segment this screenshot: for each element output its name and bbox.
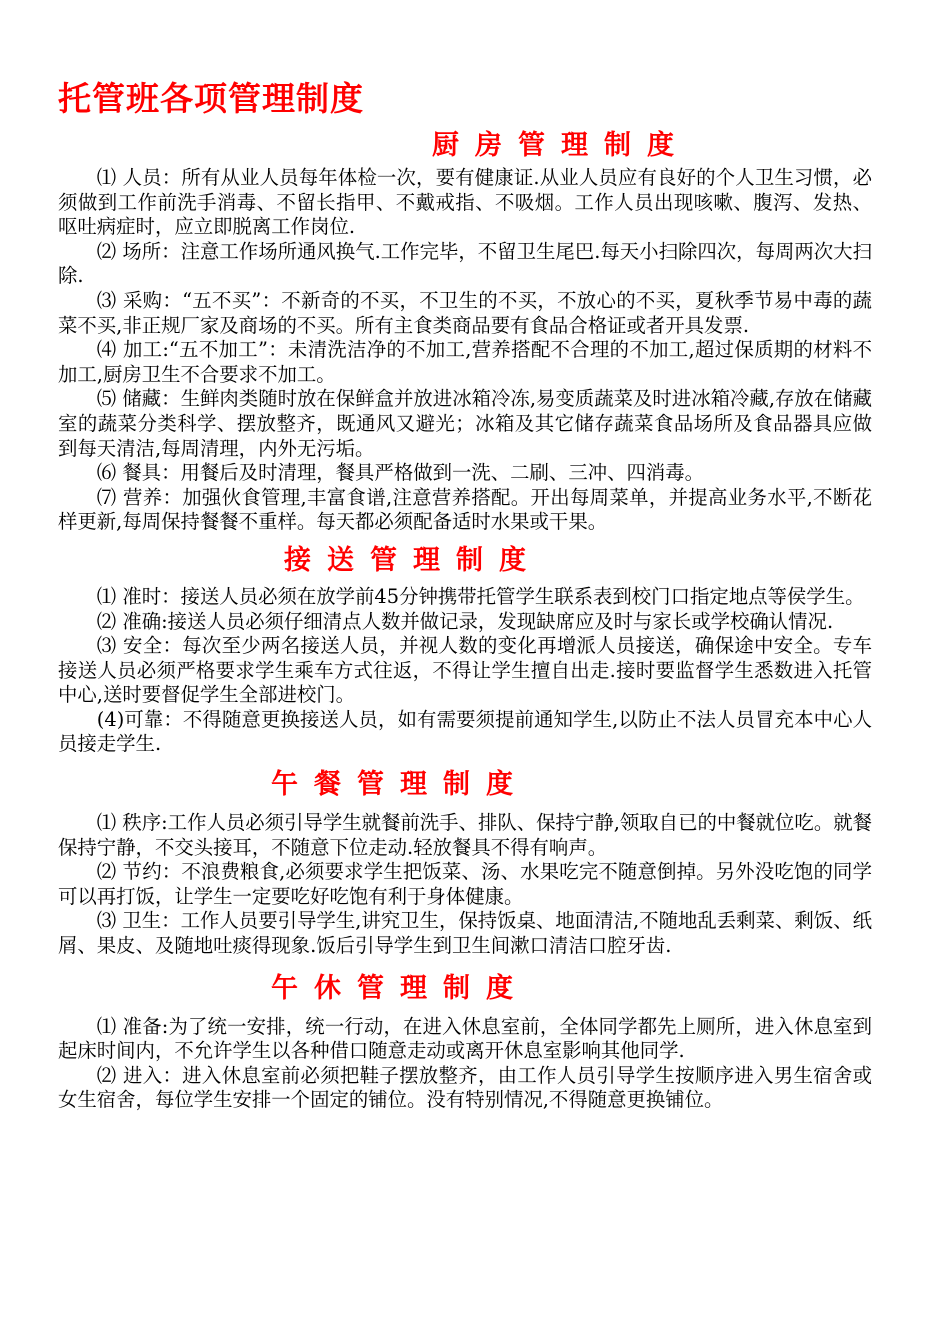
pickup-rule-3: ⑶ 安全：每次至少两名接送人员，并视人数的变化再增派人员接送，确保途中安全。专车接送人员必须严格要求学生乘车方式往返，不得让学生擅自出走.接时要监督学生悉数进入托管中心,送时要督促学生全部进校门。 — [58, 634, 872, 707]
kitchen-rule-3: ⑶ 采购：“五不买”：不新奇的不买，不卫生的不买，不放心的不买，夏秋季节易中毒的蔬菜不买,非正规厂家及商场的不买。所有主食类商品要有食品合格证或者开具发票. — [58, 288, 872, 337]
lunch-rule-1: ⑴ 秩序:工作人员必须引导学生就餐前洗手、排队、保持宁静,领取自已的中餐就位吃。就餐保持宁静，不交头接耳，不随意下位走动.轻放餐具不得有响声。 — [58, 811, 872, 859]
pickup-rule-2: ⑵ 准确:接送人员必须仔细清点人数并做记录，发现缺席应及时与家长或学校确认情况. — [96, 609, 834, 633]
section-heading-kitchen: 厨房管理制度 — [432, 130, 690, 161]
lunch-rule-3: ⑶ 卫生：工作人员要引导学生,讲究卫生，保持饭桌、地面清洁,不随地乱丢剩菜、剩饭、纸屑、果皮、及随地吐痰得现象.饭后引导学生到卫生间漱口清洁口腔牙齿. — [58, 909, 872, 958]
pickup-rule-1: ⑴ 准时：接送人员必须在放学前45分钟携带托管学生联系表到校门口指定地点等侯学生。 — [96, 584, 865, 608]
lunch-rule-2: ⑵ 节约：不浪费粮食,必须要求学生把饭菜、汤、水果吃完不随意倒掉。另外没吃饱的同学可以再打饭，让学生一定要吃好吃饱有利于身体健康。 — [58, 860, 872, 908]
kitchen-rule-7: ⑺ 营养：加强伙食管理,丰富食谱,注意营养搭配。开出每周菜单，并提高业务水平,不断花样更新,每周保持餐餐不重样。每天都必须配备适时水果或干果。 — [58, 485, 872, 534]
kitchen-rule-1: ⑴ 人员：所有从业人员每年体检一次，要有健康证.从业人员应有良好的个人卫生习惯，必须做到工作前洗手消毒、不留长指甲、不戴戒指、不吸烟。工作人员出现咳嗽、腹泻、发热、呕吐病症时，应立即脱离工作岗位. — [58, 166, 872, 239]
kitchen-rule-5: ⑸ 储藏：生鲜肉类随时放在保鲜盒并放进冰箱冷冻,易变质蔬菜及时进冰箱冷藏,存放在储藏室的蔬菜分类科学、摆放整齐，既通风又避光；冰箱及其它储存蔬菜食品场所及食品器具应做到每天清洁,每周清理，内外无污垢。 — [58, 387, 872, 460]
nap-rule-2: ⑵ 进入：进入休息室前必须把鞋子摆放整齐，由工作人员引导学生按顺序进入男生宿舍或女生宿舍，每位学生安排一个固定的铺位。没有特别情况,不得随意更换铺位。 — [58, 1063, 872, 1112]
kitchen-rule-4: ⑷ 加工:“五不加工”：未清洗洁净的不加工,营养搭配不合理的不加工,超过保质期的材料不加工,厨房卫生不合要求不加工。 — [58, 338, 872, 386]
document-title: 托管班各项管理制度 — [58, 79, 364, 118]
nap-rule-1: ⑴ 准备:为了统一安排，统一行动，在进入休息室前，全体同学都先上厕所，进入休息室到起床时间内，不允许学生以各种借口随意走动或离开休息室影响其他同学. — [58, 1014, 872, 1063]
kitchen-rule-6: ⑹ 餐具：用餐后及时清理，餐具严格做到一洗、二刷、三冲、四消毒。 — [96, 461, 705, 485]
section-heading-lunch: 午餐管理制度 — [271, 769, 529, 801]
pickup-rule-4: (4)可靠：不得随意更换接送人员，如有需要须提前通知学生,以防止不法人员冒充本中心人员接走学生. — [58, 707, 872, 756]
section-heading-nap: 午休管理制度 — [271, 972, 529, 1004]
section-heading-pickup: 接送管理制度 — [284, 544, 542, 576]
kitchen-rule-2: ⑵ 场所：注意工作场所通风换气.工作完毕，不留卫生尾巴.每天小扫除四次，每周两次大扫除. — [58, 239, 872, 288]
